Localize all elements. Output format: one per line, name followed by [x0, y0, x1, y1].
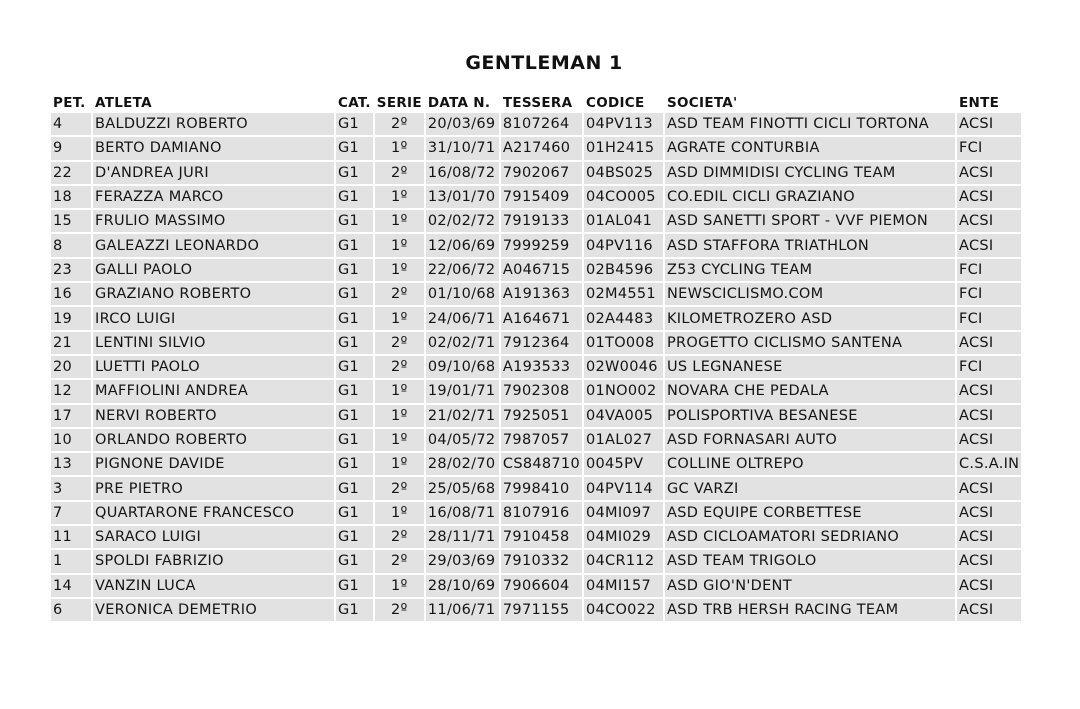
cell-atleta: ORLANDO ROBERTO	[93, 429, 334, 451]
table-row	[51, 234, 1021, 256]
cell-serie: 1º	[375, 502, 424, 524]
cell-atleta: PRE PIETRO	[93, 477, 334, 499]
table-row	[51, 380, 1021, 402]
cell-cat: G1	[336, 332, 373, 354]
cell-societa: AGRATE CONTURBIA	[665, 137, 955, 159]
cell-pet: 1	[51, 550, 91, 572]
cell-cat: G1	[336, 502, 373, 524]
cell-data-n: 28/10/69	[426, 575, 499, 597]
cell-cat: G1	[336, 234, 373, 256]
header-data-n: DATA N.	[426, 93, 499, 111]
cell-data-n: 04/05/72	[426, 429, 499, 451]
cell-data-n: 02/02/72	[426, 210, 499, 232]
cell-cat: G1	[336, 599, 373, 621]
cell-tessera: 7925051	[501, 405, 582, 427]
cell-societa: ASD TRB HERSH RACING TEAM	[665, 599, 955, 621]
cell-cat: G1	[336, 283, 373, 305]
cell-ente: ACSI	[957, 599, 1021, 621]
header-pet: PET.	[51, 93, 91, 111]
cell-serie: 1º	[375, 186, 424, 208]
cell-tessera: 7919133	[501, 210, 582, 232]
cell-societa: POLISPORTIVA BESANESE	[665, 405, 955, 427]
cell-ente: ACSI	[957, 526, 1021, 548]
cell-atleta: GALEAZZI LEONARDO	[93, 234, 334, 256]
table-row	[51, 307, 1021, 329]
cell-atleta: IRCO LUIGI	[93, 307, 334, 329]
cell-tessera: 7999259	[501, 234, 582, 256]
cell-cat: G1	[336, 210, 373, 232]
cell-codice: 04CO005	[584, 186, 663, 208]
cell-codice: 04MI029	[584, 526, 663, 548]
cell-ente: ACSI	[957, 502, 1021, 524]
cell-ente: C.S.A.IN	[957, 453, 1021, 475]
cell-data-n: 21/02/71	[426, 405, 499, 427]
cell-serie: 2º	[375, 113, 424, 135]
cell-pet: 18	[51, 186, 91, 208]
cell-pet: 17	[51, 405, 91, 427]
cell-atleta: SPOLDI FABRIZIO	[93, 550, 334, 572]
cell-serie: 2º	[375, 477, 424, 499]
cell-data-n: 13/01/70	[426, 186, 499, 208]
cell-pet: 22	[51, 162, 91, 184]
cell-serie: 1º	[375, 575, 424, 597]
cell-serie: 1º	[375, 429, 424, 451]
cell-pet: 11	[51, 526, 91, 548]
cell-codice: 04VA005	[584, 405, 663, 427]
cell-societa: NOVARA CHE PEDALA	[665, 380, 955, 402]
cell-ente: ACSI	[957, 186, 1021, 208]
table-body	[51, 113, 1021, 621]
cell-tessera: A193533	[501, 356, 582, 378]
cell-cat: G1	[336, 429, 373, 451]
cell-codice: 0045PV	[584, 453, 663, 475]
cell-data-n: 02/02/71	[426, 332, 499, 354]
cell-serie: 1º	[375, 453, 424, 475]
cell-data-n: 25/05/68	[426, 477, 499, 499]
cell-societa: GC VARZI	[665, 477, 955, 499]
cell-ente: FCI	[957, 307, 1021, 329]
table-row	[51, 526, 1021, 548]
cell-pet: 21	[51, 332, 91, 354]
cell-societa: ASD GIO'N'DENT	[665, 575, 955, 597]
cell-serie: 2º	[375, 599, 424, 621]
cell-codice: 04PV114	[584, 477, 663, 499]
table-row	[51, 137, 1021, 159]
cell-tessera: 7987057	[501, 429, 582, 451]
cell-ente: ACSI	[957, 477, 1021, 499]
table-row	[51, 550, 1021, 572]
cell-atleta: BALDUZZI ROBERTO	[93, 113, 334, 135]
cell-pet: 6	[51, 599, 91, 621]
cell-atleta: VANZIN LUCA	[93, 575, 334, 597]
cell-codice: 04PV116	[584, 234, 663, 256]
cell-cat: G1	[336, 356, 373, 378]
cell-societa: COLLINE OLTREPO	[665, 453, 955, 475]
cell-atleta: MAFFIOLINI ANDREA	[93, 380, 334, 402]
cell-data-n: 12/06/69	[426, 234, 499, 256]
cell-cat: G1	[336, 550, 373, 572]
cell-serie: 2º	[375, 283, 424, 305]
cell-serie: 1º	[375, 210, 424, 232]
cell-atleta: PIGNONE DAVIDE	[93, 453, 334, 475]
header-atleta: ATLETA	[93, 93, 334, 111]
cell-tessera: CS848710	[501, 453, 582, 475]
cell-serie: 1º	[375, 380, 424, 402]
table-row	[51, 453, 1021, 475]
cell-cat: G1	[336, 380, 373, 402]
cell-atleta: QUARTARONE FRANCESCO	[93, 502, 334, 524]
header-ente: ENTE	[957, 93, 1021, 111]
cell-pet: 19	[51, 307, 91, 329]
cell-cat: G1	[336, 477, 373, 499]
cell-data-n: 22/06/72	[426, 259, 499, 281]
cell-tessera: 8107264	[501, 113, 582, 135]
cell-pet: 15	[51, 210, 91, 232]
cell-ente: ACSI	[957, 380, 1021, 402]
cell-data-n: 29/03/69	[426, 550, 499, 572]
cell-pet: 7	[51, 502, 91, 524]
cell-codice: 01AL027	[584, 429, 663, 451]
table-row	[51, 113, 1021, 135]
cell-pet: 16	[51, 283, 91, 305]
table-header-row	[51, 93, 1021, 111]
cell-ente: FCI	[957, 259, 1021, 281]
table-row	[51, 332, 1021, 354]
cell-data-n: 20/03/69	[426, 113, 499, 135]
cell-tessera: 7902308	[501, 380, 582, 402]
table-row	[51, 477, 1021, 499]
header-serie: SERIE	[376, 95, 422, 111]
page-title: GENTLEMAN 1	[465, 52, 623, 74]
cell-pet: 3	[51, 477, 91, 499]
table-row	[51, 259, 1021, 281]
cell-serie: 2º	[375, 550, 424, 572]
table-row	[51, 405, 1021, 427]
cell-ente: ACSI	[957, 210, 1021, 232]
cell-codice: 04CR112	[584, 550, 663, 572]
cell-societa: Z53 CYCLING TEAM	[665, 259, 955, 281]
table-row	[51, 210, 1021, 232]
cell-tessera: A164671	[501, 307, 582, 329]
cell-codice: 04MI097	[584, 502, 663, 524]
cell-tessera: 7971155	[501, 599, 582, 621]
cell-cat: G1	[336, 526, 373, 548]
cell-cat: G1	[336, 453, 373, 475]
cell-data-n: 28/11/71	[426, 526, 499, 548]
cell-cat: G1	[336, 162, 373, 184]
cell-atleta: BERTO DAMIANO	[93, 137, 334, 159]
cell-data-n: 16/08/72	[426, 162, 499, 184]
cell-atleta: LENTINI SILVIO	[93, 332, 334, 354]
cell-codice: 01TO008	[584, 332, 663, 354]
cell-cat: G1	[336, 307, 373, 329]
cell-ente: ACSI	[957, 234, 1021, 256]
cell-data-n: 16/08/71	[426, 502, 499, 524]
cell-tessera: 7906604	[501, 575, 582, 597]
cell-serie: 1º	[375, 405, 424, 427]
cell-data-n: 24/06/71	[426, 307, 499, 329]
cell-codice: 01NO002	[584, 380, 663, 402]
cell-pet: 4	[51, 113, 91, 135]
cell-ente: ACSI	[957, 575, 1021, 597]
cell-serie: 2º	[375, 526, 424, 548]
header-codice: CODICE	[584, 93, 663, 111]
cell-codice: 02M4551	[584, 283, 663, 305]
cell-ente: ACSI	[957, 113, 1021, 135]
cell-societa: ASD STAFFORA TRIATHLON	[665, 234, 955, 256]
cell-pet: 12	[51, 380, 91, 402]
cell-atleta: FRULIO MASSIMO	[93, 210, 334, 232]
cell-data-n: 09/10/68	[426, 356, 499, 378]
cell-codice: 02B4596	[584, 259, 663, 281]
cell-codice: 04BS025	[584, 162, 663, 184]
cell-ente: FCI	[957, 137, 1021, 159]
cell-cat: G1	[336, 575, 373, 597]
table-row	[51, 283, 1021, 305]
cell-societa: ASD EQUIPE CORBETTESE	[665, 502, 955, 524]
cell-codice: 01AL041	[584, 210, 663, 232]
cell-data-n: 11/06/71	[426, 599, 499, 621]
cell-societa: ASD FORNASARI AUTO	[665, 429, 955, 451]
cell-pet: 23	[51, 259, 91, 281]
cell-atleta: VERONICA DEMETRIO	[93, 599, 334, 621]
cell-pet: 9	[51, 137, 91, 159]
cell-serie: 2º	[375, 332, 424, 354]
table-row	[51, 162, 1021, 184]
table-row	[51, 502, 1021, 524]
table-row	[51, 356, 1021, 378]
table-row	[51, 575, 1021, 597]
cell-codice: 01H2415	[584, 137, 663, 159]
cell-tessera: 7915409	[501, 186, 582, 208]
cell-societa: NEWSCICLISMO.COM	[665, 283, 955, 305]
cell-tessera: 7998410	[501, 477, 582, 499]
cell-cat: G1	[336, 186, 373, 208]
cell-tessera: 7912364	[501, 332, 582, 354]
cell-ente: FCI	[957, 356, 1021, 378]
cell-tessera: A217460	[501, 137, 582, 159]
cell-ente: FCI	[957, 283, 1021, 305]
cell-serie: 2º	[375, 356, 424, 378]
cell-codice: 02W0046	[584, 356, 663, 378]
cell-codice: 04MI157	[584, 575, 663, 597]
cell-data-n: 31/10/71	[426, 137, 499, 159]
cell-pet: 8	[51, 234, 91, 256]
cell-cat: G1	[336, 137, 373, 159]
cell-societa: ASD TEAM TRIGOLO	[665, 550, 955, 572]
cell-tessera: A191363	[501, 283, 582, 305]
cell-societa: ASD CICLOAMATORI SEDRIANO	[665, 526, 955, 548]
cell-pet: 20	[51, 356, 91, 378]
cell-societa: PROGETTO CICLISMO SANTENA	[665, 332, 955, 354]
cell-data-n: 28/02/70	[426, 453, 499, 475]
cell-ente: ACSI	[957, 332, 1021, 354]
cell-tessera: 7902067	[501, 162, 582, 184]
cell-societa: KILOMETROZERO ASD	[665, 307, 955, 329]
cell-tessera: A046715	[501, 259, 582, 281]
cell-atleta: GALLI PAOLO	[93, 259, 334, 281]
cell-societa: ASD DIMMIDISI CYCLING TEAM	[665, 162, 955, 184]
cell-serie: 1º	[375, 234, 424, 256]
header-societa: SOCIETA'	[665, 93, 955, 111]
cell-codice: 02A4483	[584, 307, 663, 329]
cell-cat: G1	[336, 113, 373, 135]
cell-tessera: 7910332	[501, 550, 582, 572]
cell-codice: 04CO022	[584, 599, 663, 621]
cell-tessera: 8107916	[501, 502, 582, 524]
cell-data-n: 19/01/71	[426, 380, 499, 402]
cell-societa: CO.EDIL CICLI GRAZIANO	[665, 186, 955, 208]
header-tessera: TESSERA	[501, 93, 582, 111]
cell-tessera: 7910458	[501, 526, 582, 548]
cell-atleta: FERAZZA MARCO	[93, 186, 334, 208]
cell-serie: 1º	[375, 307, 424, 329]
cell-atleta: LUETTI PAOLO	[93, 356, 334, 378]
table-row	[51, 186, 1021, 208]
cell-serie: 2º	[375, 162, 424, 184]
cell-atleta: SARACO LUIGI	[93, 526, 334, 548]
cell-societa: ASD TEAM FINOTTI CICLI TORTONA	[665, 113, 955, 135]
cell-pet: 10	[51, 429, 91, 451]
cell-societa: ASD SANETTI SPORT - VVF PIEMON	[665, 210, 955, 232]
cell-pet: 13	[51, 453, 91, 475]
table-row	[51, 599, 1021, 621]
cell-serie: 1º	[375, 137, 424, 159]
header-cat: CAT.	[338, 95, 371, 111]
cell-codice: 04PV113	[584, 113, 663, 135]
table-row	[51, 429, 1021, 451]
cell-atleta: NERVI ROBERTO	[93, 405, 334, 427]
cell-pet: 14	[51, 575, 91, 597]
cell-ente: ACSI	[957, 405, 1021, 427]
cell-ente: ACSI	[957, 162, 1021, 184]
cell-cat: G1	[336, 259, 373, 281]
cell-atleta: D'ANDREA JURI	[93, 162, 334, 184]
cell-atleta: GRAZIANO ROBERTO	[93, 283, 334, 305]
cell-ente: ACSI	[957, 429, 1021, 451]
cell-ente: ACSI	[957, 550, 1021, 572]
cell-cat: G1	[336, 405, 373, 427]
cell-serie: 1º	[375, 259, 424, 281]
cell-data-n: 01/10/68	[426, 283, 499, 305]
results-table	[49, 91, 1023, 623]
cell-societa: US LEGNANESE	[665, 356, 955, 378]
